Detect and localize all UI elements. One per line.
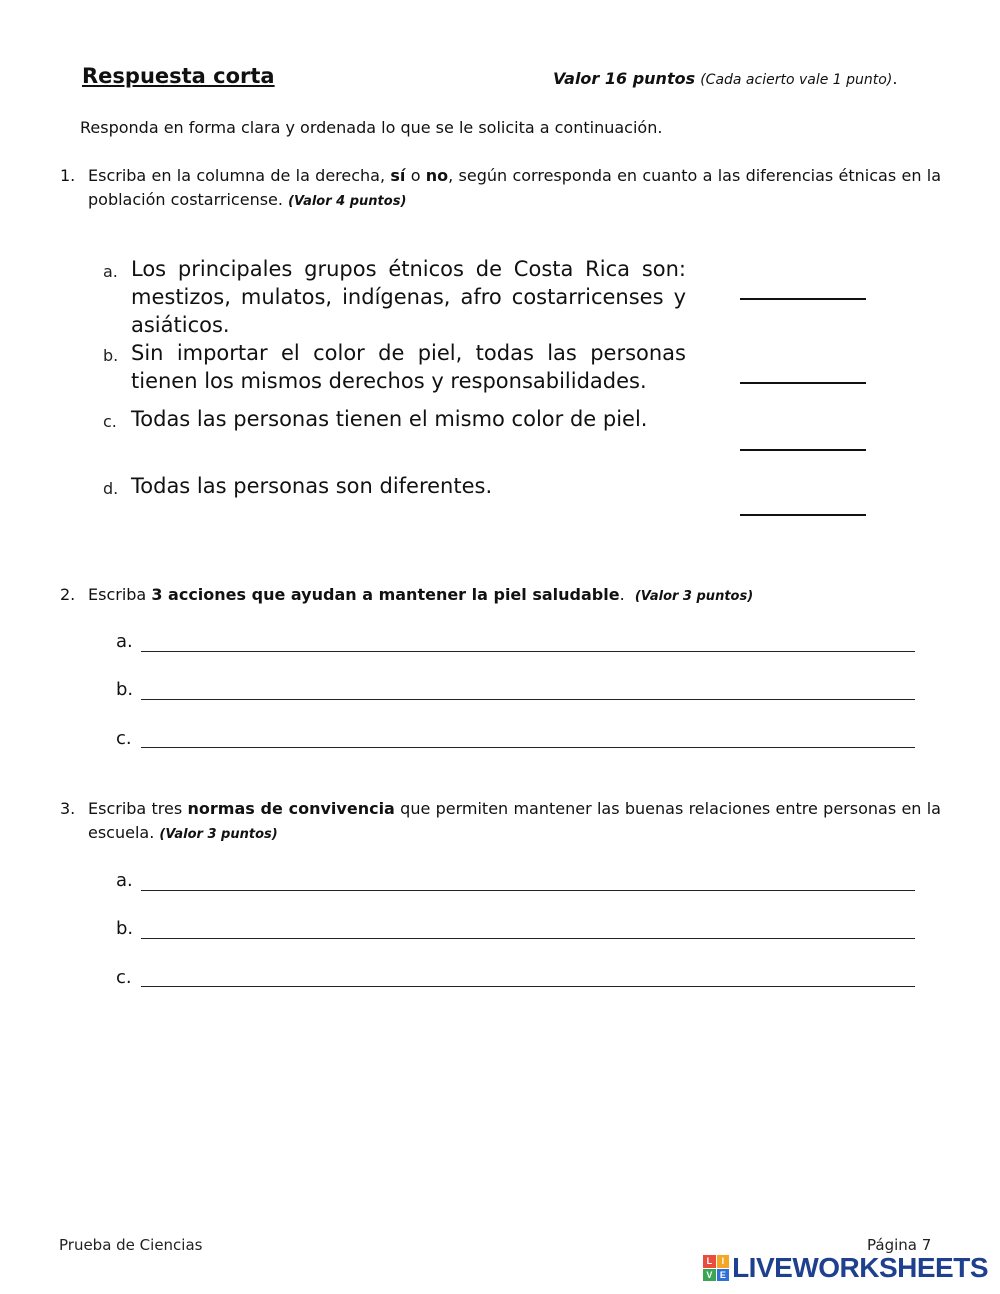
statement-b: Sin importar el color de piel, todas las personas tienen los mismos derechos y responsabilidades.	[131, 341, 686, 393]
answer-blank-a[interactable]	[740, 298, 866, 300]
footer-page-number: Página 7	[867, 1236, 932, 1254]
question-2-text: Escriba 3 acciones que ayudan a mantener la piel saludable. (Valor 3 puntos)	[88, 585, 754, 604]
answer-letter: b.	[116, 918, 134, 939]
answer-letter: c.	[116, 728, 132, 749]
answer-line-a[interactable]	[141, 890, 915, 891]
question-value: (Valor 3 puntos)	[634, 589, 754, 604]
footer-left: Prueba de Ciencias	[59, 1236, 203, 1254]
liveworksheets-logo	[703, 1252, 988, 1284]
item-letter: a.	[103, 262, 118, 281]
answer-letter: a.	[116, 631, 133, 652]
instructions: Responda en forma clara y ordenada lo que se le solicita a continuación.	[80, 118, 663, 137]
question-number: 2.	[60, 585, 76, 604]
statement-d: Todas las personas son diferentes.	[131, 474, 493, 498]
logo-tile: I	[717, 1255, 730, 1268]
section-value-note: (Cada acierto vale 1 punto)	[700, 72, 893, 88]
answer-line-b[interactable]	[141, 938, 915, 939]
section-value: Valor 16 puntos (Cada acierto vale 1 punto).	[553, 69, 898, 88]
answer-blank-d[interactable]	[740, 514, 866, 516]
answer-line-c[interactable]	[141, 747, 915, 748]
question-3-text: Escriba tres normas de convivencia que permiten mantener las buenas relaciones entre personas en la escuela. (Valor 3 puntos)	[88, 799, 941, 842]
logo-tile: E	[717, 1269, 730, 1282]
answer-blank-b[interactable]	[740, 382, 866, 384]
section-title: Respuesta corta	[82, 64, 275, 88]
answer-line-a[interactable]	[141, 651, 915, 652]
question-number: 3.	[60, 799, 76, 818]
answer-letter: b.	[116, 679, 134, 700]
question-number: 1.	[60, 166, 76, 185]
answer-letter: c.	[116, 967, 132, 988]
answer-letter: a.	[116, 870, 133, 891]
question-1-text: Escriba en la columna de la derecha, sí o no, según corresponda en cuanto a las diferencias étnicas en la población costarricense. (Valor 4 puntos)	[88, 166, 942, 209]
answer-line-b[interactable]	[141, 699, 915, 700]
item-letter: d.	[103, 479, 119, 498]
question-value: (Valor 3 puntos)	[159, 827, 278, 842]
logo-tile: V	[703, 1269, 716, 1282]
question-value: (Valor 4 puntos)	[288, 194, 407, 209]
section-value-bold: Valor 16 puntos	[553, 69, 696, 88]
logo-text: LIVEWORKSHEETS	[732, 1252, 988, 1283]
answer-line-c[interactable]	[141, 986, 915, 987]
item-letter: c.	[103, 412, 117, 431]
logo-icon	[703, 1255, 729, 1281]
answer-blank-c[interactable]	[740, 449, 866, 451]
statement-c: Todas las personas tienen el mismo color de piel.	[131, 407, 648, 431]
item-letter: b.	[103, 346, 119, 365]
logo-tile: L	[703, 1255, 716, 1268]
statement-a: Los principales grupos étnicos de Costa Rica son: mestizos, mulatos, indígenas, afro costarricenses y asiáticos.	[131, 257, 686, 337]
